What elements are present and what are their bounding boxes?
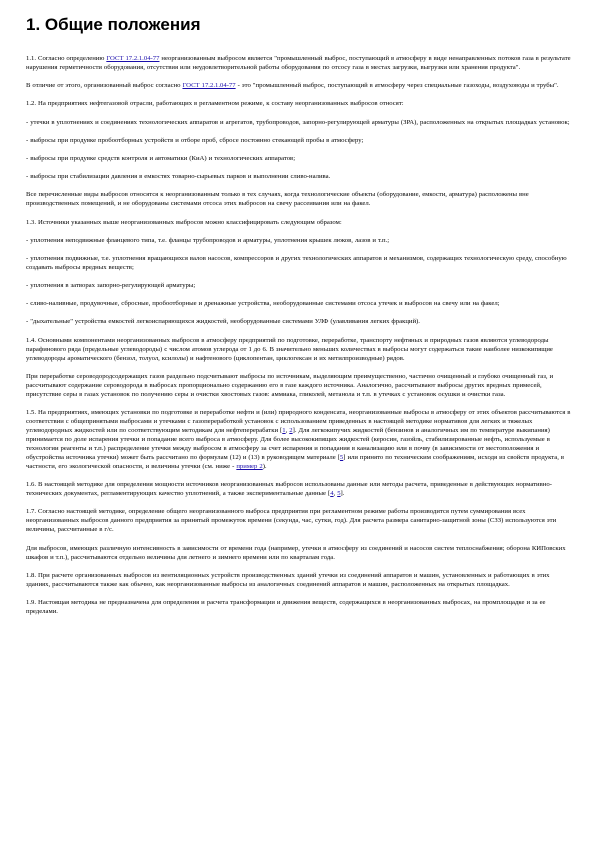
paragraph: [26, 544, 571, 562]
paragraph-text: 1.4. Основными компонентами неорганизованных выбросов в атмосферу предприятий по подготовке, переработке, транспорту нефтяных и природных газов являются углеводороды парафинового ряда (предельные углеводороды) с числом атомов углерода от 1 до 6. В значительно меньших количествах в выбросы могут содержаться такие наиболее низкокипящие углеводороды ароматического (бензол, толуол, ксилолы) и нафтенового (циклопентан, циклогексан и их метилпроизводные) рядов.: [26, 336, 553, 362]
paragraph: [26, 118, 571, 127]
paragraph: [26, 372, 571, 399]
paragraph: [26, 172, 571, 181]
paragraph: [26, 154, 571, 163]
paragraph: [26, 336, 571, 363]
paragraph-text: - утечки в уплотнениях и соединениях технологических аппаратов и агрегатов, трубопроводов, запорно-регулирующей арматуры (ЗРА), расположенных на открытых площадках установок;: [26, 118, 570, 126]
paragraph-text: ].: [340, 490, 345, 498]
paragraph: [26, 571, 571, 589]
reference-link[interactable]: пример 2: [236, 463, 263, 470]
reference-link[interactable]: 5: [337, 490, 341, 498]
document-body: [26, 54, 571, 616]
paragraph: [26, 281, 571, 290]
paragraph-text: При переработке сероводородсодержащих газов раздельно подсчитывают выбросы по источникам, выделяющим преимущественно, частично очищенный и глубоко очищенный газ, и рассчитывают содержание сероводорода в выбросах пропорционально содержанию его в газе каждого источника. Аналогично, рассчитывают выбросы других вредных примесей, присутствие серы в газах установок по получению серы и очистки хвостовых газов: аммиака, гликолей, метанола и т.п. в утечках с установок осушки и очистки газа.: [26, 372, 554, 398]
paragraph-text: - выбросы при продувке средств контроля и автоматики (КиА) и технологических аппаратов;: [26, 154, 296, 162]
paragraph-text: 1.5. На предприятиях, имеющих установки по подготовке и переработке нефти и (или) природного конденсата, неорганизованные выбросы в атмосферу от этих объектов рассчитываются в соответствии с общепринятыми выбросами и утечками с газопереработкой установок с использованием приведенных в настоящей методике нормативов для легких и тяжелых углеводородных жидкостей или по соответствующим методикам для нефтеперерабатки [: [26, 409, 571, 434]
paragraph: [26, 136, 571, 145]
reference-link[interactable]: 2: [289, 427, 293, 434]
paragraph-text: 1.7. Согласно настоящей методике, определение общего неорганизованного выброса предприятия при регламентном режиме работы производится путем суммирования всех неорганизованных выбросов данного предприятия за принятый промежуток времени (секунда, час, сутки, год). Для расчета размера санитарно-защитной зоны (СЗЗ) используются эти величины, рассчитанные в г/с.: [26, 508, 557, 534]
paragraph: [26, 408, 571, 471]
paragraph-text: 1.3. Источники указанных выше неорганизованных выбросов можно классифицировать следующим образом:: [26, 218, 342, 226]
paragraph-text: - уплотнения неподвижные фланцевого типа, т.е. фланцы трубопроводов и арматуры, уплотнения крышек люков, лазов и т.п.;: [26, 236, 390, 244]
paragraph-text: - уплотнения в затворах запорно-регулирующей арматуры;: [26, 282, 196, 290]
paragraph-text: - уплотнения подвижные, т.е. уплотнения вращающихся валов насосов, компрессоров и других технологических аппаратов и механизмов, содержащих технологическую среду, способную создавать выбросы вредных веществ;: [26, 254, 567, 271]
paragraph-text: 1.2. На предприятиях нефтегазовой отрасли, работающих в регламентном режиме, к составу неорганизованных выбросов относят:: [26, 100, 404, 108]
paragraph: [26, 507, 571, 534]
paragraph-text: - выбросы при продувке пробоотборных устройств и отборе проб, сбросе постоянно стекающей пробы в атмосферу;: [26, 136, 364, 144]
paragraph: [26, 598, 571, 616]
paragraph: [26, 190, 571, 208]
page-title: 1. Общие положения: [26, 15, 201, 34]
paragraph-text: ).: [262, 463, 267, 470]
paragraph-text: ,: [333, 490, 338, 498]
paragraph: [26, 236, 571, 245]
paragraph-text: Для выбросов, имеющих различную интенсивность в зависимости от времени года (например, утечки в атмосферу из соединений и насосов систем теплоснабжения; оборона КИПовских шкафов и т.п.), рассчитываются отдельно величины для летнего и зимнего времени или по кварталам года.: [26, 544, 566, 561]
reference-link[interactable]: ГОСТ 17.2.1.04-77: [106, 55, 160, 62]
paragraph-text: - "дыхательные" устройства емкостей легкоиспаряющихся жидкостей, необорудованные системами УЛФ (улавливания легких фракций).: [26, 318, 420, 326]
paragraph: [26, 218, 571, 227]
document-page: [26, 14, 571, 625]
paragraph: [26, 81, 571, 90]
paragraph-text: 1.6. В настоящей методике для определения мощности источников неорганизованных выбросов использованы данные или методы расчета, приведенные в действующих нормативно-технических документах, регламентирующих качество уплотнений, а также экспериментальные данные [: [26, 481, 552, 498]
paragraph-text: 1.8. При расчете организованных выбросов из вентиляционных устройств производственных зданий утечки из соединений аппаратов и машин, установленных и работающих в этих зданиях, рассчитываются также как обычно, как неорганизованные выбросы из аналогичных соединений аппаратов и машин, расположенных на открытых площадках.: [26, 571, 550, 588]
paragraph-text: ,: [285, 427, 290, 434]
reference-link[interactable]: 4: [330, 490, 334, 498]
reference-link[interactable]: 1: [282, 427, 286, 434]
paragraph-text: 1.9. Настоящая методика не предназначена для определения и расчета трансформации и движения веществ, содержащихся в неорганизованных выбросах, на промплощадке и за ее пределами.: [26, 598, 546, 615]
reference-link[interactable]: 5: [339, 454, 344, 461]
paragraph-text: - это "промышленный выброс, поступающий в атмосферу через специальные газоходы, воздуховоды и трубы".: [235, 82, 559, 90]
paragraph-text: Все перечисленные виды выбросов относятся к неорганизованным только в тех случаях, когда технологические объекты (оборудование, емкости, арматура) расположены вне производственных помещений, и не оборудованы системами отсоса этих выбросов на свечу рассеивания или на факел.: [26, 191, 529, 208]
paragraph: [26, 317, 571, 326]
paragraph-text: ] или принято по техническим соображениям, исходя из свойств продукта, в частности, его экологической опасности, и величины утечки (см. ниже -: [26, 454, 565, 470]
paragraph: [26, 254, 571, 272]
paragraph-text: - выбросы при стабилизации давления в емкостях товарно-сырьевых парков и выполнении сливо-налива.: [26, 173, 331, 181]
paragraph: [26, 480, 571, 498]
paragraph-text: неорганизованным выбросом является "промышленный выброс, поступающий в атмосферу в виде ненаправленных потоков газа в результате нарушения герметичности оборудования, отсутствия или неудовлетворительной работы оборудования по отсосу газа в местах загрузки, выгрузки или хранения продукта".: [26, 55, 571, 71]
paragraph: [26, 99, 571, 108]
paragraph-text: 1.1. Согласно определению: [26, 55, 107, 62]
paragraph-text: ]. Для легкокипучих жидкостей (бензинов и аналогичных им по температуре выкипания) принимается по доле испарения утечки и попадание всего выброса в атмосферу. Для более высококипящих жидкостей (керосин, газойль, стабилизированные нефть, используемые в технологии реагенты и т.п.) распределение утечки между выбросом в атмосферу за счет испарения и попадания в канализацию или в почву (в зависимости от местоположения и обустройства источника утечки) может быть рассчитано по формулам (12) и (13) в руководящем материале [: [26, 427, 550, 461]
paragraph-text: В отличие от этого, организованный выброс согласно: [26, 82, 183, 90]
paragraph: [26, 299, 571, 308]
reference-link[interactable]: ГОСТ 17.2.1.04-77: [182, 82, 236, 90]
paragraph: [26, 54, 571, 72]
paragraph-text: - сливо-наливные, продувочные, сбросные, пробоотборные и дренажные устройства, необорудованные системами отсоса утечек и выбросов на свечу или на факел;: [26, 300, 500, 308]
